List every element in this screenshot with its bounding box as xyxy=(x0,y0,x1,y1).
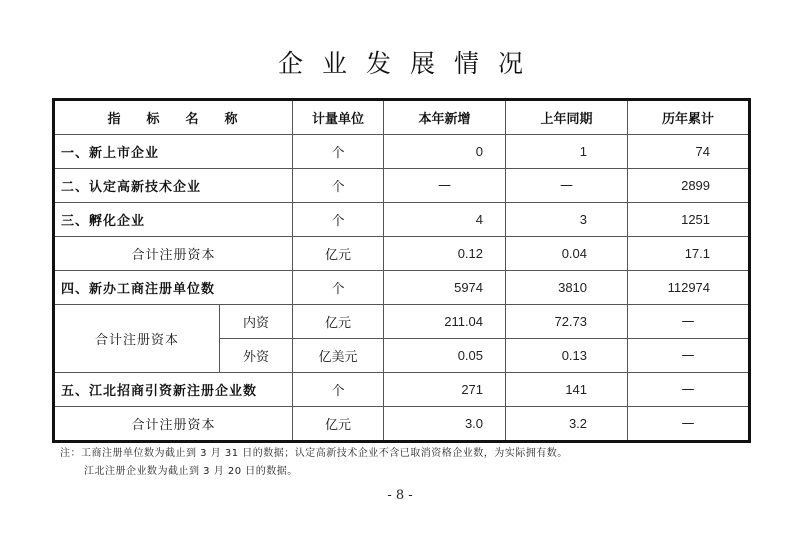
row-last-year: 141 xyxy=(506,373,628,407)
table-row xyxy=(54,203,750,237)
row-last-year: 3.2 xyxy=(506,407,628,442)
header-unit: 计量单位 xyxy=(293,100,384,135)
row-label: 四、新办工商注册单位数 xyxy=(54,271,293,305)
row-last-year: 3810 xyxy=(506,271,628,305)
row-cumulative: 1251 xyxy=(628,203,750,237)
row-unit: 亿元 xyxy=(293,305,384,339)
footnote-line-1: 注：工商注册单位数为截止到 3 月 31 日的数据；认定高新技术企业不含已取消资格企业数，为实际拥有数。 xyxy=(60,448,568,459)
row-this-year: 4 xyxy=(384,203,506,237)
row-last-year: 0.04 xyxy=(506,237,628,271)
row-cumulative: — xyxy=(628,339,750,373)
row-this-year: 5974 xyxy=(384,271,506,305)
row-unit: 亿元 xyxy=(293,237,384,271)
row-this-year: — xyxy=(384,169,506,203)
row-label: 合计注册资本 xyxy=(54,407,293,442)
row-unit: 个 xyxy=(293,203,384,237)
row-cumulative: — xyxy=(628,305,750,339)
row-sublabel: 内资 xyxy=(220,305,293,339)
row-last-year: 72.73 xyxy=(506,305,628,339)
row-last-year: 1 xyxy=(506,135,628,169)
row-this-year: 271 xyxy=(384,373,506,407)
table-row xyxy=(54,237,750,271)
table-row xyxy=(54,305,750,339)
row-cumulative: 2899 xyxy=(628,169,750,203)
row-cumulative: 17.1 xyxy=(628,237,750,271)
header-cumulative: 历年累计 xyxy=(628,100,750,135)
page-number: - 8 - xyxy=(387,488,413,503)
row-cumulative: — xyxy=(628,407,750,442)
row-label: 合计注册资本 xyxy=(54,237,293,271)
table-row xyxy=(54,169,750,203)
row-cumulative: 112974 xyxy=(628,271,750,305)
row-unit: 个 xyxy=(293,271,384,305)
row-unit: 个 xyxy=(293,135,384,169)
enterprise-development-table xyxy=(52,98,751,443)
row-unit: 亿元 xyxy=(293,407,384,442)
row-last-year: 3 xyxy=(506,203,628,237)
row-last-year: 0.13 xyxy=(506,339,628,373)
header-last-year: 上年同期 xyxy=(506,100,628,135)
row-unit: 亿美元 xyxy=(293,339,384,373)
row-label: 一、新上市企业 xyxy=(54,135,293,169)
table-row xyxy=(54,271,750,305)
row-this-year: 0.12 xyxy=(384,237,506,271)
page-title: 企业发展情况 xyxy=(277,49,542,78)
row-label: 五、江北招商引资新注册企业数 xyxy=(54,373,293,407)
row-this-year: 211.04 xyxy=(384,305,506,339)
footnote-line-2: 江北注册企业数为截止到 3 月 20 日的数据。 xyxy=(84,466,298,477)
row-this-year: 3.0 xyxy=(384,407,506,442)
row-label: 合计注册资本 xyxy=(54,305,220,373)
row-last-year: — xyxy=(506,169,628,203)
row-this-year: 0.05 xyxy=(384,339,506,373)
row-sublabel: 外资 xyxy=(220,339,293,373)
row-label: 二、认定高新技术企业 xyxy=(54,169,293,203)
row-cumulative: — xyxy=(628,373,750,407)
row-unit: 个 xyxy=(293,373,384,407)
table-row xyxy=(54,407,750,442)
table-row xyxy=(54,135,750,169)
row-label: 三、孵化企业 xyxy=(54,203,293,237)
row-cumulative: 74 xyxy=(628,135,750,169)
row-this-year: 0 xyxy=(384,135,506,169)
table-header-row xyxy=(54,100,750,135)
header-this-year: 本年新增 xyxy=(384,100,506,135)
header-indicator-name: 指标名称 xyxy=(54,100,293,135)
row-unit: 个 xyxy=(293,169,384,203)
table-row xyxy=(54,373,750,407)
